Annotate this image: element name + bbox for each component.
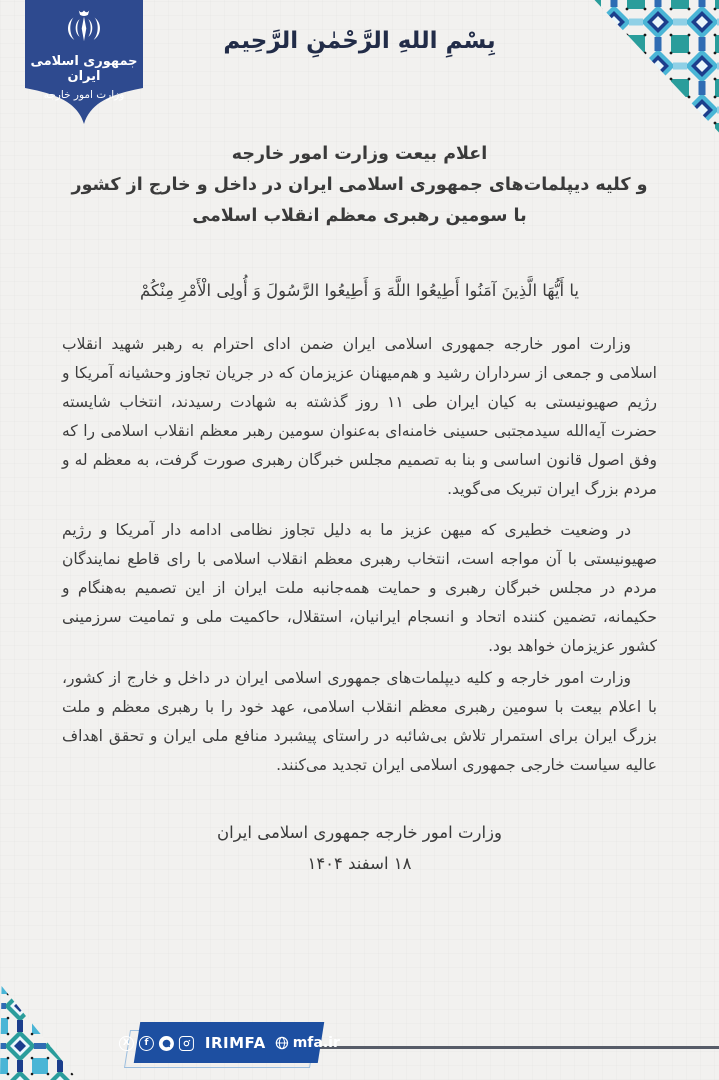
mosaic-corner-top-right: [592, 0, 719, 138]
social-banner: [122, 1022, 340, 1063]
title-line-3: با سومین رهبری معظم انقلاب اسلامی: [192, 206, 527, 226]
facebook-icon[interactable]: f: [139, 1035, 154, 1050]
x-icon[interactable]: X: [119, 1035, 134, 1050]
signature-date: ۱۸ اسفند ۱۴۰۴: [307, 854, 412, 873]
body-paragraph-3: وزارت امور خارجه و کلیه دیپلمات‌های جمهوری اسلامی ایران در داخل و خارج از کشور، با اعلام بیعت با سومین رهبری معظم انقلاب اسلامی، عهد خود را با رهبری معظم و ملت بزرگ ایران برای استمرار تلاش بی‌شائبه در راستای پیشبرد منافع ملی ایران و تحقق اهداف عالیه سیاست خارجی جمهوری اسلامی ایران تجدید می‌کنند.: [62, 669, 657, 774]
body-paragraph-1: وزارت امور خارجه جمهوری اسلامی ایران ضمن ادای احترام به رهبر شهید انقلاب اسلامی و جمعی از سرداران رشید و هم‌میهنان عزیزمان که در جریان تجاوز وحشیانه آمریکا و رژیم صهیونیستی به کیان ایران طی ۱۱ روز گذشته به شهادت رسیدند، انتخاب شایسته حضرت آیه‌الله سیدمجتبی حسینی خامنه‌ای به‌عنوان سومین رهبر معظم انقلاب اسلامی را که وفق اصول قانون اساسی و بنا به تصمیم مجلس خبرگان رهبری صورت گرفت، به معظم له و مردم بزرگ ایران تبریک می‌گوید.: [62, 335, 657, 498]
body-paragraph-2: در وضعیت خطیری که میهن عزیز ما به دلیل تجاوز نظامی ادامه دار آمریکا و رژیم صهیونیستی با آن مواجه است، انتخاب رهبری معظم انقلاب اسلامی با رای قاطع نمایندگان مردم در مجلس خبرگان رهبری و حمایت همه‌جانبه ملت ایران از این تصمیم به‌هنگام و حکیمانه، تضمین کننده اتحاد و انسجام ایرانیان، استقلال، حاکمیت ملی و تمامیت سرزمینی کشور عزیزمان خواهد بود.: [62, 521, 657, 655]
website-url: mfa.ir: [292, 1034, 340, 1051]
globe-icon: [274, 1036, 288, 1050]
whatsapp-icon[interactable]: [159, 1035, 174, 1050]
signature-block: [0, 817, 719, 879]
quran-verse: یا أَیُّهَا الَّذِینَ آمَنُوا أَطِیعُوا اللَّهَ وَ أَطِیعُوا الرَّسُولَ وَ أُولِی الْأَمْرِ مِنْکُمْ: [140, 281, 579, 300]
emblem-ministry-name: وزارت امور خارجه: [43, 89, 125, 101]
ministry-emblem-banner: [25, 0, 143, 126]
emblem-org-name: جمهوری اسلامی ایران: [30, 54, 138, 84]
bismillah-calligraphy: بِسْمِ اللهِ الرَّحْمٰنِ الرَّحِیم: [223, 28, 496, 54]
signature-org: وزارت امور خارجه جمهوری اسلامی ایران: [217, 823, 502, 842]
title-line-1: اعلام بیعت وزارت امور خارجه: [231, 144, 488, 164]
instagram-icon[interactable]: [179, 1035, 194, 1050]
statement-title: [40, 139, 679, 232]
title-line-2: و کلیه دیپلمات‌های جمهوری اسلامی ایران در داخل و خارج از کشور: [71, 175, 648, 195]
social-handle[interactable]: IRIMFA: [204, 1033, 266, 1052]
website-link[interactable]: [274, 1035, 339, 1051]
footer-divider-line: [306, 1046, 719, 1049]
mosaic-corner-bottom-left: [0, 986, 78, 1080]
